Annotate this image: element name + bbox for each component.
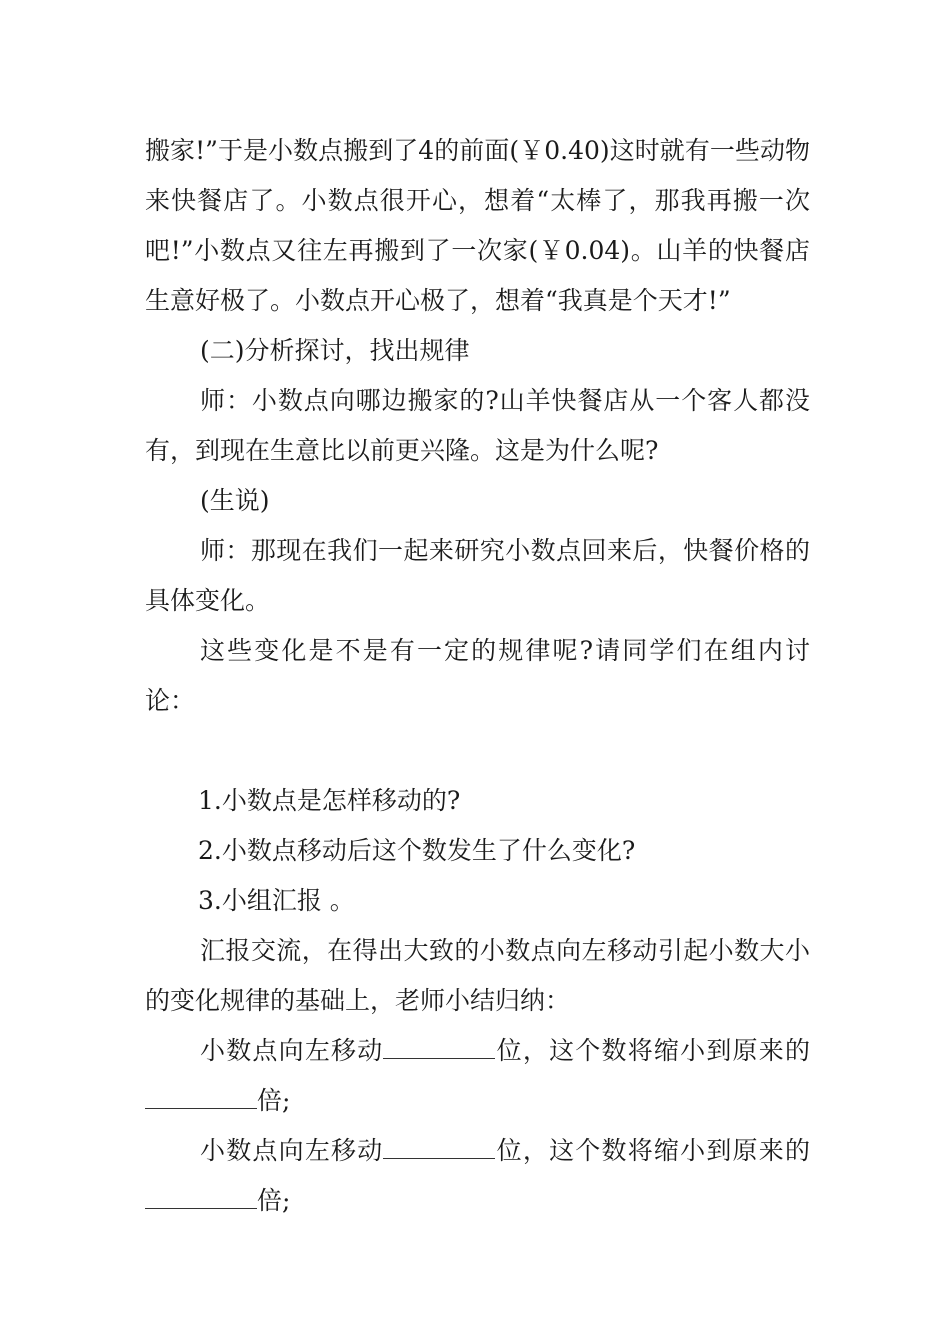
rule-text: 位，这个数将缩小到原来的 [495, 1036, 810, 1065]
rule-text: 小数点向左移动 [200, 1036, 384, 1065]
fill-in-blank[interactable] [383, 1128, 495, 1159]
rule-line-2 [145, 1126, 810, 1226]
rule-text: 倍; [257, 1086, 291, 1115]
section-heading: (二)分析探讨，找出规律 [200, 336, 470, 365]
fill-in-blank[interactable] [145, 1178, 257, 1209]
rule-text: 倍; [257, 1186, 291, 1215]
rule-text: 小数点向左移动 [200, 1136, 384, 1165]
list-item: 1.小数点是怎样移动的? [198, 786, 461, 815]
student-response-note: (生说) [200, 486, 270, 515]
story-paragraph: 搬家!”于是小数点搬到了4的前面(￥0.40)这时就有一些动物来快餐店了。小数点很开心，想着“太棒了，那我再搬一次吧!”小数点又往左再搬到了一次家(￥0.04)。山羊的快餐店生意好极了。小数点开心极了，想着“我真是个天才!” [145, 136, 810, 315]
list-item: 2.小数点移动后这个数发生了什么变化? [198, 836, 636, 865]
fill-in-blank[interactable] [383, 1028, 495, 1059]
spacer [145, 726, 810, 776]
fill-in-blank[interactable] [145, 1078, 257, 1109]
teacher-instruction-paragraph: 师：那现在我们一起来研究小数点回来后，快餐价格的具体变化。 [145, 536, 810, 615]
document-page [145, 126, 810, 1226]
rule-text: 位，这个数将缩小到原来的 [495, 1136, 810, 1165]
teacher-question-paragraph: 师：小数点向哪边搬家的?山羊快餐店从一个客人都没有，到现在生意比以前更兴隆。这是为什么呢? [145, 386, 810, 465]
discussion-prompt: 这些变化是不是有一定的规律呢?请同学们在组内讨论： [145, 636, 810, 715]
list-item: 3.小组汇报 。 [198, 886, 355, 915]
summary-intro-paragraph: 汇报交流，在得出大致的小数点向左移动引起小数大小的变化规律的基础上，老师小结归纳： [145, 936, 810, 1015]
rule-line-1 [145, 1026, 810, 1126]
